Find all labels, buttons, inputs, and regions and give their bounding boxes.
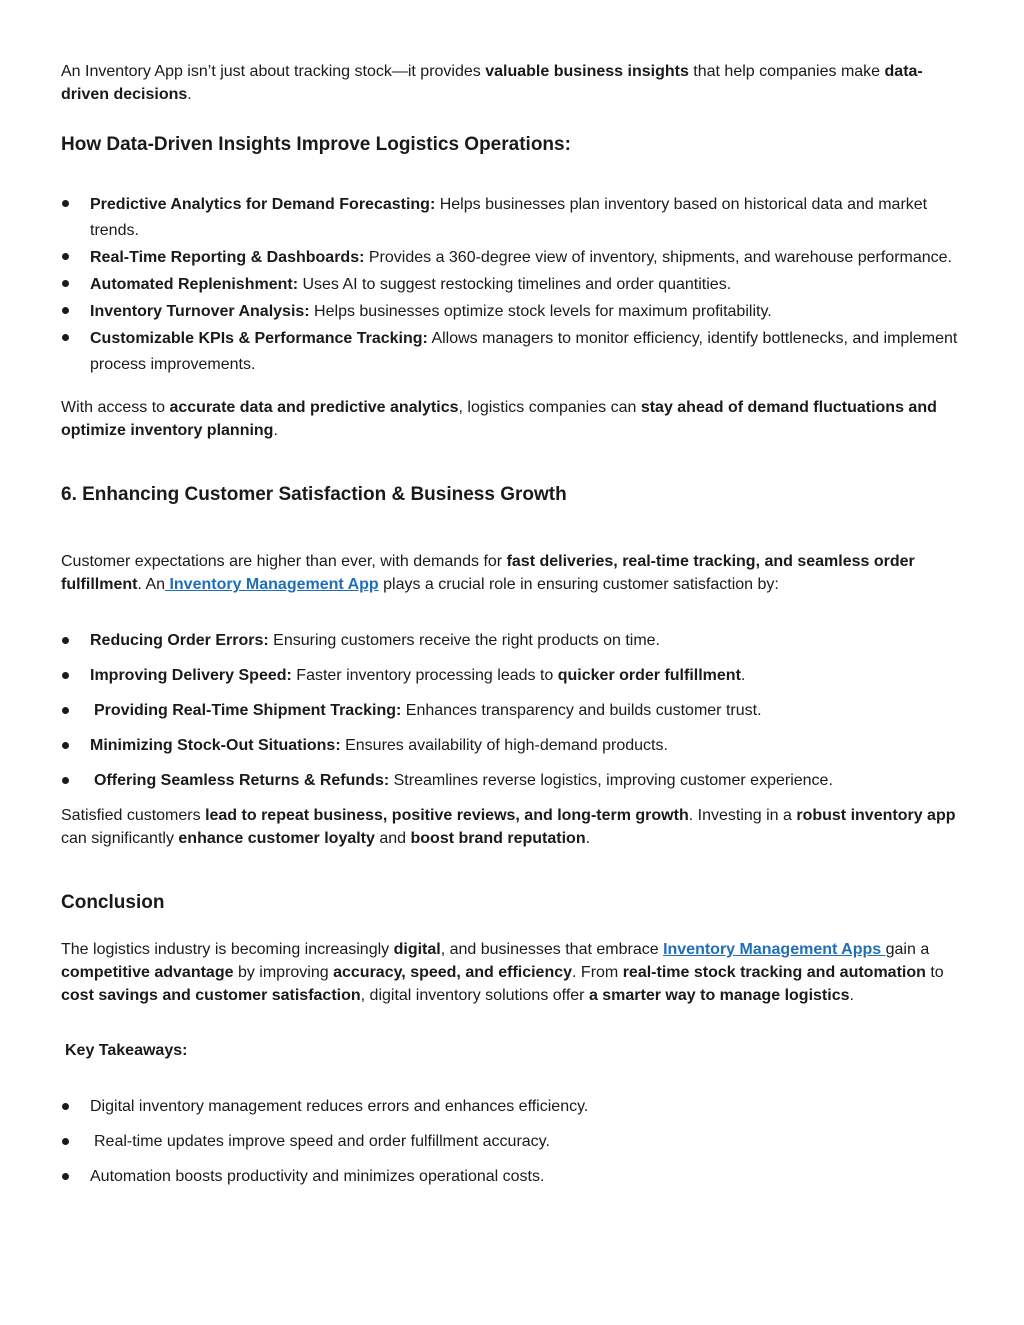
para-text: . [849, 987, 854, 1004]
para-text: can significantly [61, 830, 179, 847]
inventory-app-link[interactable]: Inventory Management App [165, 576, 379, 593]
para-text: . [273, 422, 278, 439]
para-bold: fast deliveries, real-time tracking, and seamless order fulfillment [61, 553, 915, 593]
item-text: . [740, 667, 746, 684]
section-six-heading: 6. Enhancing Customer Satisfaction & Business Growth [61, 484, 567, 505]
item-text: Streamlines reverse logistics, improving customer experience. [389, 772, 833, 789]
para-bold: accurate data and predictive analytics [169, 399, 459, 416]
list-item [61, 1130, 960, 1153]
item-label: Reducing Order Errors: [90, 632, 269, 649]
item-label: Inventory Turnover Analysis: [90, 303, 310, 320]
list-item [61, 326, 960, 378]
item-bold: quicker order fulfillment [557, 667, 741, 684]
para-bold: real-time stock tracking and automation [622, 964, 926, 981]
para-text: to [925, 964, 944, 981]
para-bold: robust inventory app [796, 807, 956, 824]
para-text: The logistics industry is becoming increasingly [61, 941, 394, 958]
para-bold: a smarter way to manage logistics [588, 987, 850, 1004]
conclusion-heading: Conclusion [61, 892, 165, 913]
satisfaction-list [61, 629, 960, 792]
intro-text: An Inventory App isn’t just about tracking stock—it provides [61, 63, 486, 80]
para-text: . [585, 830, 591, 847]
para-text: , and businesses that embrace [440, 941, 664, 958]
para-text: . Investing in a [688, 807, 797, 824]
item-text: Uses AI to suggest restocking timelines and order quantities. [298, 276, 732, 293]
item-label: Automated Replenishment: [90, 276, 299, 293]
para-text: With access to [61, 399, 170, 416]
item-text: Faster inventory processing leads to [291, 667, 558, 684]
takeaways-list [61, 1095, 960, 1188]
list-item [61, 734, 960, 757]
para-bold: accuracy, speed, and efficiency [333, 964, 573, 981]
item-text: Helps businesses optimize stock levels for maximum profitability. [309, 303, 772, 320]
inventory-apps-link[interactable]: Inventory Management Apps [663, 941, 886, 958]
expectations-paragraph [61, 550, 960, 596]
list-item [61, 699, 960, 722]
insights-heading: How Data-Driven Insights Improve Logistics Operations: [61, 134, 571, 155]
item-text: Helps businesses plan inventory based on historical data and market trends. [90, 196, 928, 239]
para-text: Satisfied customers [61, 807, 206, 824]
item-label: Providing Real-Time Shipment Tracking: [94, 702, 402, 719]
para-text: and [374, 830, 411, 847]
item-text: Real-time updates improve speed and order fulfillment accuracy. [94, 1133, 550, 1150]
insights-list [61, 192, 960, 378]
para-text: gain a [885, 941, 930, 958]
para-bold: boost brand reputation [410, 830, 586, 847]
conclusion-paragraph [61, 938, 960, 1007]
list-item [61, 272, 960, 298]
para-bold: lead to repeat business, positive reviews, and long-term growth [205, 807, 689, 824]
para-bold: cost savings and customer satisfaction [61, 987, 361, 1004]
item-text: Allows managers to monitor efficiency, identify bottlenecks, and implement process improvements. [90, 330, 958, 373]
item-label: Real-Time Reporting & Dashboards: [90, 249, 365, 266]
para-text: Customer expectations are higher than ever, with demands for [61, 553, 507, 570]
intro-text: . [187, 86, 192, 103]
para-text: . From [572, 964, 623, 981]
para-text: by improving [233, 964, 334, 981]
item-text: Ensuring customers receive the right products on time. [268, 632, 660, 649]
para-bold: stay ahead of demand fluctuations and optimize inventory planning [61, 399, 937, 439]
item-label: Minimizing Stock-Out Situations: [90, 737, 341, 754]
intro-bold: valuable business insights [485, 63, 689, 80]
item-label: Offering Seamless Returns & Refunds: [94, 772, 390, 789]
list-item: Automation boosts productivity and minimizes operational costs. [61, 1165, 960, 1188]
para-text: plays a crucial role in ensuring customer satisfaction by: [378, 576, 779, 593]
item-text: Enhances transparency and builds customer trust. [401, 702, 762, 719]
para-bold: competitive advantage [61, 964, 234, 981]
access-paragraph [61, 396, 960, 442]
para-text: . An [137, 576, 166, 593]
list-item [61, 245, 960, 271]
intro-text: that help companies make [688, 63, 885, 80]
item-label: Customizable KPIs & Performance Tracking: [90, 330, 428, 347]
intro-bold: data-driven decisions [61, 63, 923, 103]
item-label: Improving Delivery Speed: [90, 667, 292, 684]
list-item [61, 192, 960, 244]
para-bold: enhance customer loyalty [178, 830, 375, 847]
item-text: Provides a 360-degree view of inventory, shipments, and warehouse performance. [364, 249, 952, 266]
para-text: , digital inventory solutions offer [360, 987, 589, 1004]
list-item [61, 299, 960, 325]
satisfied-paragraph [61, 804, 960, 850]
intro-paragraph [61, 60, 960, 106]
para-bold: digital [393, 941, 441, 958]
para-text: , logistics companies can [458, 399, 641, 416]
list-item [61, 664, 960, 687]
list-item [61, 629, 960, 652]
item-text: Ensures availability of high-demand products. [340, 737, 668, 754]
list-item [61, 769, 960, 792]
item-label: Predictive Analytics for Demand Forecasting: [90, 196, 436, 213]
key-takeaways-title: Key Takeaways: [65, 1042, 188, 1059]
list-item: Digital inventory management reduces errors and enhances efficiency. [61, 1095, 960, 1118]
